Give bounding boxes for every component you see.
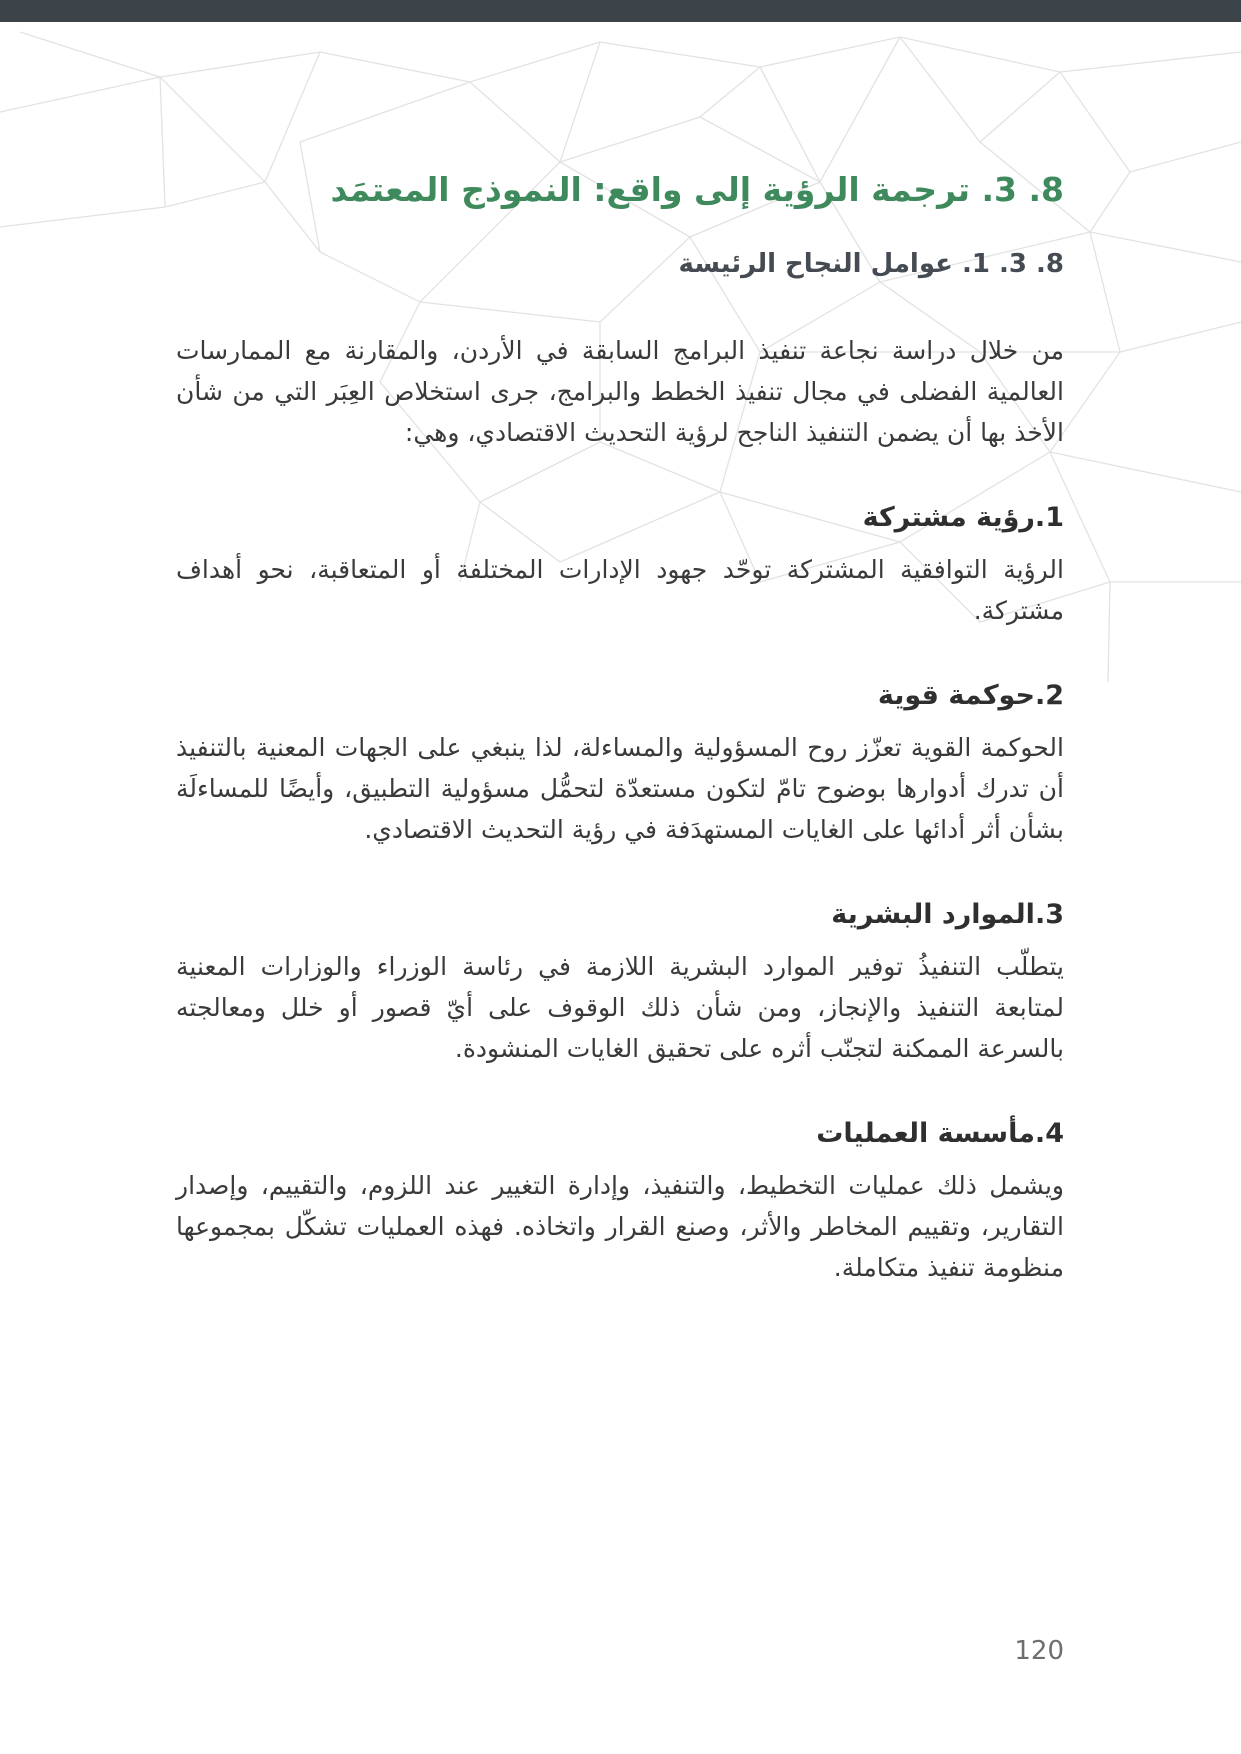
subsection-title: 8. 3. 1. عوامل النجاح الرئيسة	[678, 249, 1064, 279]
success-factor-human-resources	[176, 892, 1064, 1069]
success-factor-shared-vision	[176, 495, 1064, 631]
item-title: 1.رؤية مشتركة	[862, 502, 1064, 533]
success-factor-institutionalized-processes	[176, 1111, 1064, 1288]
item-title: 3.الموارد البشرية	[831, 899, 1064, 930]
intro-paragraph: من خلال دراسة نجاعة تنفيذ البرامج السابقة في الأردن، والمقارنة مع الممارسات العالمية الفضلى في مجال تنفيذ الخطط والبرامج، جرى استخلاص العِبَر التي من شأن الأخذ بها أن يضمن التنفيذ الناجح لرؤية التحديث الاقتصادي، وهي:	[176, 336, 1064, 447]
section-title: 8. 3. ترجمة الرؤية إلى واقع: النموذج المعتمَد	[330, 170, 1064, 209]
item-title: 4.مأسسة العمليات	[816, 1118, 1064, 1149]
success-factor-strong-governance	[176, 673, 1064, 850]
page-number: 120	[1014, 1636, 1064, 1666]
item-text: ويشمل ذلك عمليات التخطيط، والتنفيذ، وإدارة التغيير عند اللزوم، والتقييم، وإصدار التقارير، وتقييم المخاطر والأثر، وصنع القرار واتخاذه. فهذه العمليات تشكّل بمجموعها منظومة تنفيذ متكاملة.	[176, 1171, 1064, 1282]
item-text: يتطلّب التنفيذُ توفير الموارد البشرية اللازمة في رئاسة الوزراء والوزارات المعنية لمتابعة التنفيذ والإنجاز، ومن شأن ذلك الوقوف على أيّ قصور أو خلل ومعالجته بالسرعة الممكنة لتجنّب أثره على تحقيق الغايات المنشودة.	[176, 952, 1064, 1063]
item-text: الحوكمة القوية تعزّز روح المسؤولية والمساءلة، لذا ينبغي على الجهات المعنية بالتنفيذ أن تدرك أدوارها بوضوح تامّ لتكون مستعدّة لتحمُّل مسؤولية التطبيق، وأيضًا للمساءلَة بشأن أثر أدائها على الغايات المستهدَفة في رؤية التحديث الاقتصادي.	[176, 733, 1064, 844]
top-header-bar	[0, 0, 1241, 22]
item-text: الرؤية التوافقية المشتركة توحّد جهود الإدارات المختلفة أو المتعاقبة، نحو أهداف مشتركة.	[176, 555, 1064, 625]
page-content	[176, 160, 1064, 1288]
item-title: 2.حوكمة قوية	[877, 680, 1064, 711]
